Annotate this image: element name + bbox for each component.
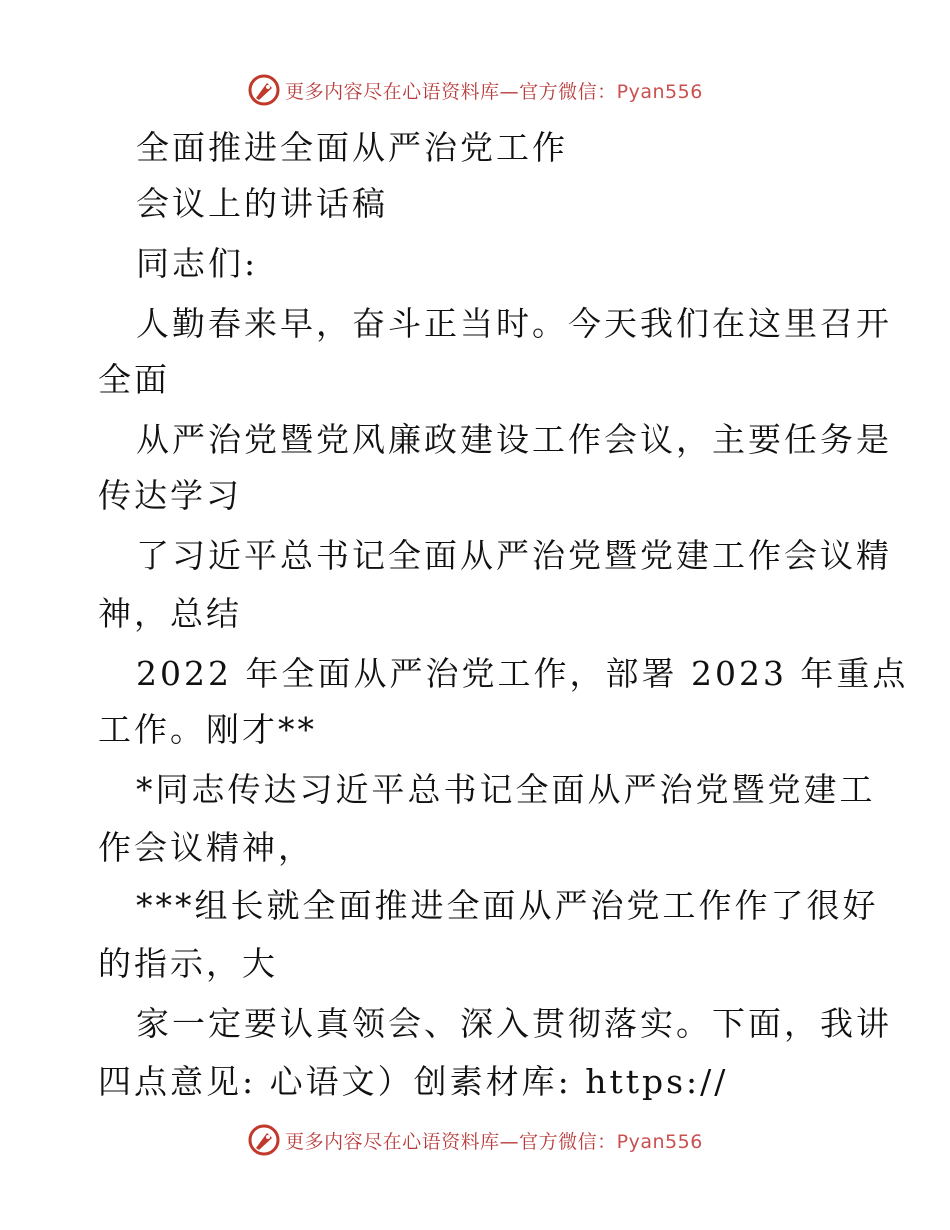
doc-subtitle-line: 会议上的讲话稿	[136, 184, 388, 223]
pen-nib-circle-icon	[247, 73, 281, 107]
salutation: 同志们:	[136, 244, 259, 283]
doc-title-line: 全面推进全面从严治党工作	[136, 128, 568, 167]
paragraph-line: 2022 年全面从严治党工作，部署 2023 年重点	[136, 654, 909, 693]
header-watermark-banner	[0, 70, 950, 110]
paragraph-line: ***组长就全面推进全面从严治党工作作了很好	[136, 886, 879, 925]
watermark-text: 更多内容尽在心语资料库—官方微信：Pyan556	[285, 80, 703, 103]
paragraph-line: 四点意见: 心语文）创素材库: https://	[98, 1062, 729, 1101]
paragraph-line: 工作。刚才**	[98, 710, 317, 749]
paragraph-line: 从严治党暨党风廉政建设工作会议，主要任务是	[136, 420, 892, 459]
footer-watermark-banner	[0, 1120, 950, 1160]
watermark-text: 更多内容尽在心语资料库—官方微信：Pyan556	[285, 1130, 703, 1153]
paragraph-line: 作会议精神，	[98, 828, 314, 867]
paragraph-line: 人勤春来早，奋斗正当时。今天我们在这里召开	[136, 304, 892, 343]
paragraph-line: 传达学习	[98, 476, 242, 515]
paragraph-line: 神，总结	[98, 594, 242, 633]
paragraph-line: 家一定要认真领会、深入贯彻落实。下面，我讲	[136, 1004, 892, 1043]
paragraph-line: 的指示，大	[98, 944, 278, 983]
paragraph-line: 了习近平总书记全面从严治党暨党建工作会议精	[136, 536, 892, 575]
paragraph-line: 全面	[98, 360, 170, 399]
pen-nib-circle-icon	[247, 1123, 281, 1157]
paragraph-line: *同志传达习近平总书记全面从严治党暨党建工	[136, 770, 876, 809]
